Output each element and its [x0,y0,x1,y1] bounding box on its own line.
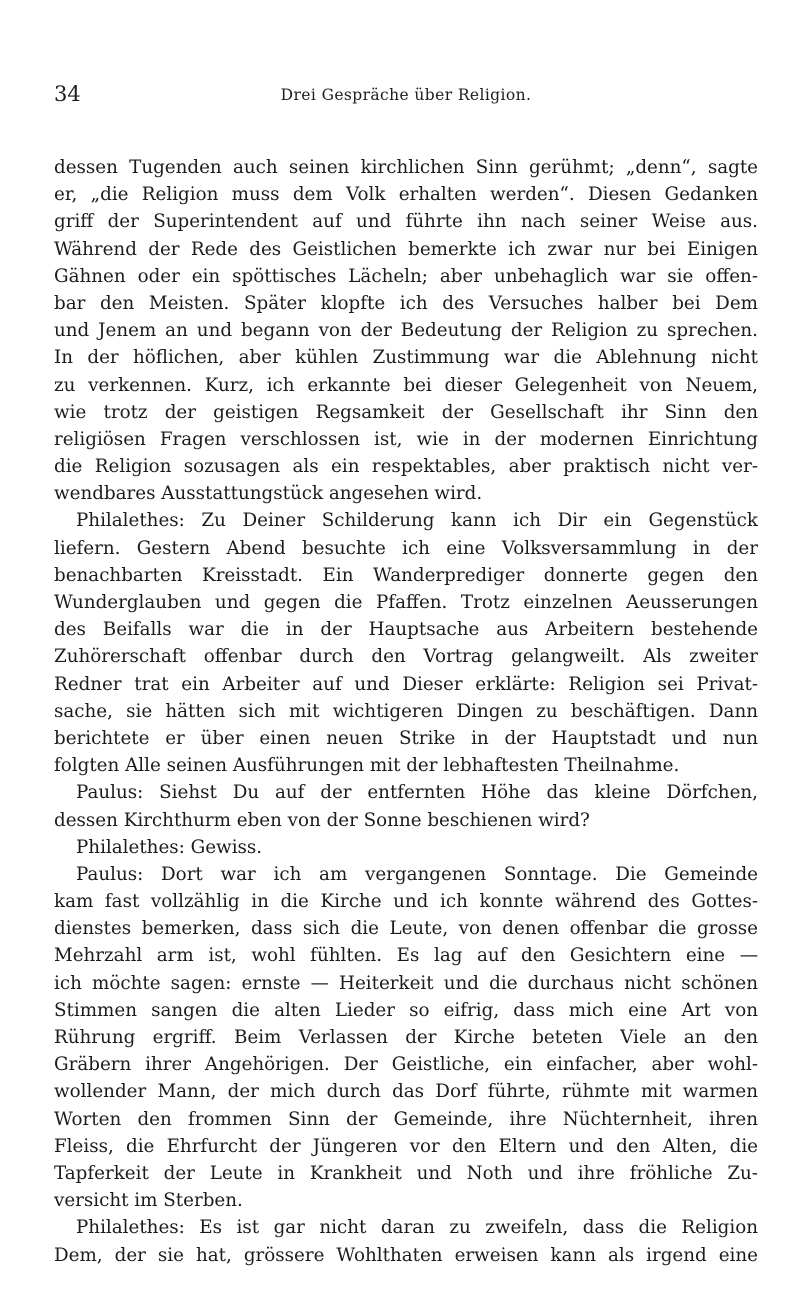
text-line: religiösen Fragen verschlossen ist, wie in der modernen Einrichtung [54,428,758,450]
text-line: Fleiss, die Ehrfurcht der Jüngeren vor den Eltern und den Alten, die [54,1135,758,1157]
text-line: Rührung ergriff. Beim Verlassen der Kirche beteten Viele an den [54,1027,758,1048]
text-line: Gähnen oder ein spöttisches Lächeln; aber unbehaglich war sie offen- [54,265,758,287]
text-line: bar den Meisten. Später klopfte ich des Versuches halber bei Dem [54,292,758,314]
text-line: Gräbern ihrer Angehörigen. Der Geistliche, ein einfacher, aber wohl- [54,1054,758,1076]
text-line: Wunderglauben und gegen die Pfaffen. Trotz einzelnen Aeusserungen [54,592,758,613]
text-line: dessen Kirchthurm eben von der Sonne beschienen wird? [54,809,590,831]
text-line: Philalethes: Gewiss. [76,836,263,858]
text-line: sache, sie hätten sich mit wichtigeren Dingen zu beschäftigen. Dann [54,700,758,722]
text-line: Philalethes: Zu Deiner Schilderung kann ich Dir ein Gegenstück [76,510,758,532]
text-line: Stimmen sangen die alten Lieder so eifrig, dass mich eine Art von [54,999,758,1021]
text-line: die Religion sozusagen als ein respektables, aber praktisch nicht ver- [54,456,758,478]
text-line: Tapferkeit der Leute in Krankheit und Noth und ihre fröhliche Zu- [54,1162,758,1184]
text-line: Mehrzahl arm ist, wohl fühlten. Es lag auf den Gesichtern eine — [54,945,758,967]
text-line: Zuhörerschaft offenbar durch den Vortrag gelangweilt. Als zweiter [54,646,758,668]
text-line: ich möchte sagen: ernste — Heiterkeit und die durchaus nicht schönen [54,972,758,994]
text-line: wendbares Ausstattungstück angesehen wird. [54,483,483,505]
page-header [54,82,758,108]
text-line: Dem, der sie hat, grössere Wohlthaten erweisen kann als irgend eine [54,1244,758,1266]
text-line: und Jenem an und begann von der Bedeutung der Religion zu sprechen. [54,320,758,342]
text-line: griff der Superintendent auf und führte ihn nach seiner Weise aus. [54,211,758,233]
text-line: Philalethes: Es ist gar nicht daran zu zweifeln, dass die Religion [76,1217,758,1239]
text-line: kam fast vollzählig in die Kirche und ich konnte während des Gottes- [54,891,758,913]
text-line: Redner trat ein Arbeiter auf und Dieser erklärte: Religion sei Privat- [54,673,758,695]
text-line: Paulus: Siehst Du auf der entfernten Höhe das kleine Dörfchen, [76,782,758,804]
text-line: liefern. Gestern Abend besuchte ich eine Volksversammlung in der [54,537,758,559]
text-line: Paulus: Dort war ich am vergangenen Sonntage. Die Gemeinde [76,863,758,885]
text-line: Während der Rede des Geistlichen bemerkte ich zwar nur bei Einigen [54,238,758,260]
text-line: er, „die Religion muss dem Volk erhalten werden“. Diesen Gedanken [54,184,758,206]
text-line: Worten den frommen Sinn der Gemeinde, ihre Nüchternheit, ihren [54,1108,758,1130]
text-line: berichtete er über einen neuen Strike in der Hauptstadt und nun [54,727,758,749]
text-line: zu verkennen. Kurz, ich erkannte bei dieser Gelegenheit von Neuem, [54,374,758,396]
text-line: benachbarten Kreisstadt. Ein Wanderprediger donnerte gegen den [54,564,758,586]
page-number: 34 [54,82,81,106]
text-line: dienstes bemerken, dass sich die Leute, von denen offenbar die grosse [54,918,758,940]
running-title: Drei Gespräche über Religion. [280,86,532,104]
text-line: wie trotz der geistigen Regsamkeit der Gesellschaft ihr Sinn den [54,401,758,423]
text-line: versicht im Sterben. [54,1190,243,1212]
text-line: des Beifalls war die in der Hauptsache aus Arbeitern bestehende [54,619,758,641]
text-line: In der höflichen, aber kühlen Zustimmung war die Ablehnung nicht [54,347,758,369]
body-text [54,154,758,1269]
text-line: wollender Mann, der mich durch das Dorf führte, rühmte mit warmen [54,1081,758,1103]
book-page [54,82,758,1266]
text-line: dessen Tugenden auch seinen kirchlichen Sinn gerühmt; „denn“, sagte [54,157,758,178]
text-line: folgten Alle seinen Ausführungen mit der lebhaftesten Theilnahme. [54,755,680,777]
